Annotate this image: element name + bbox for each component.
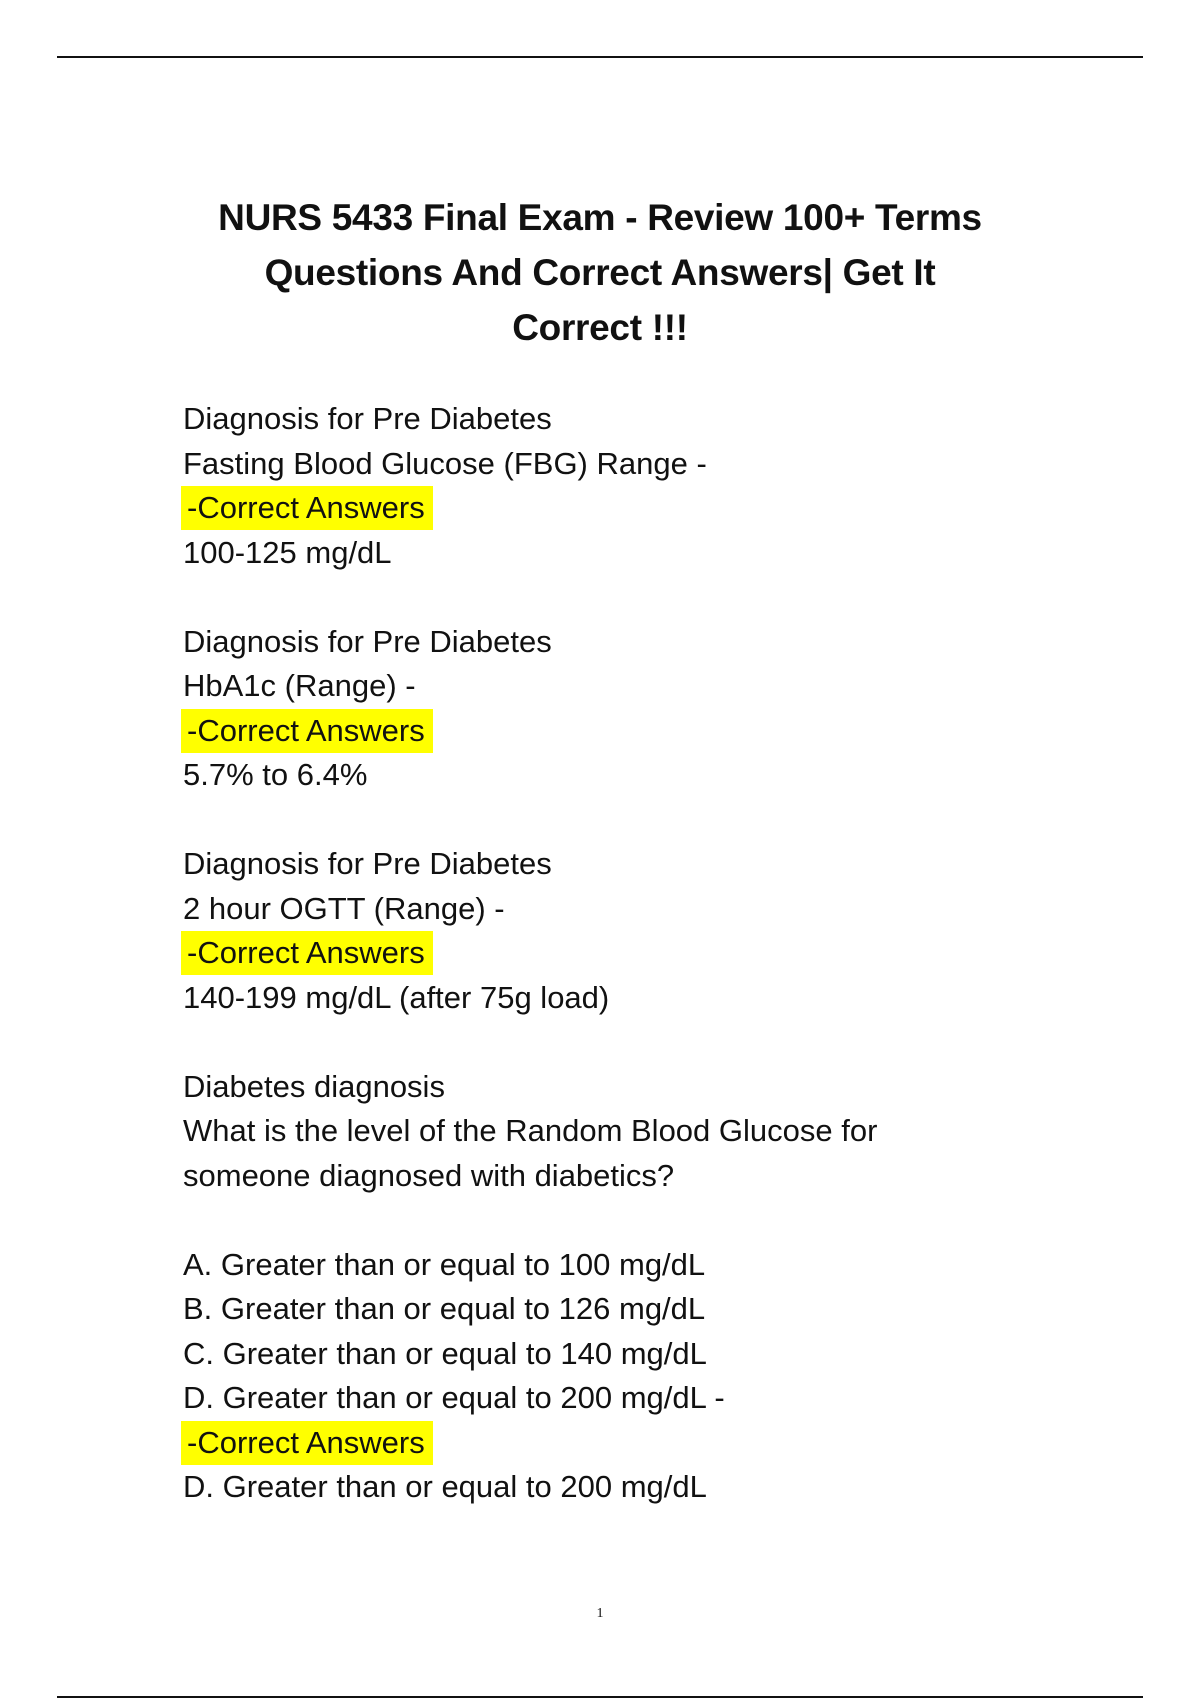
qa-entry-random-glucose: [183, 1065, 1083, 1510]
document-title: [100, 190, 1100, 355]
question-line: someone diagnosed with diabetics?: [183, 1157, 675, 1193]
title-line: NURS 5433 Final Exam - Review 100+ Terms: [218, 197, 982, 238]
question-line: 2 hour OGTT (Range) -: [183, 890, 505, 926]
question-line: Diagnosis for Pre Diabetes: [183, 623, 552, 659]
question-line: Diagnosis for Pre Diabetes: [183, 401, 552, 436]
correct-answer-marker: -Correct Answers: [181, 1421, 433, 1465]
correct-answer-marker: -Correct Answers: [181, 931, 433, 975]
qa-entry-fbg: [183, 397, 1083, 575]
page-number: 1: [596, 1606, 604, 1621]
option-line: B. Greater than or equal to 126 mg/dL: [183, 1291, 706, 1326]
option-line: D. Greater than or equal to 200 mg/dL -: [183, 1380, 725, 1415]
qa-content: [183, 397, 1083, 1510]
question-line: Diagnosis for Pre Diabetes: [183, 846, 552, 881]
correct-answer-marker: -Correct Answers: [181, 709, 433, 753]
answer-text: 140-199 mg/dL (after 75g load): [183, 979, 610, 1015]
correct-answer-marker: -Correct Answers: [181, 486, 433, 530]
question-line: Fasting Blood Glucose (FBG) Range -: [183, 445, 707, 481]
option-line: C. Greater than or equal to 140 mg/dL: [183, 1335, 707, 1371]
question-line: Diabetes diagnosis: [183, 1068, 445, 1104]
footer-rule: [57, 1696, 1143, 1698]
header-rule: [57, 56, 1143, 58]
question-line: HbA1c (Range) -: [183, 668, 416, 703]
question-line: What is the level of the Random Blood Glucose for: [183, 1113, 878, 1148]
option-line: A. Greater than or equal to 100 mg/dL: [183, 1246, 706, 1282]
qa-entry-hba1c: [183, 620, 1083, 798]
answer-text: D. Greater than or equal to 200 mg/dL: [183, 1469, 707, 1504]
title-line: Correct !!!: [512, 307, 688, 348]
answer-text: 100-125 mg/dL: [183, 534, 392, 570]
title-line: Questions And Correct Answers| Get It: [264, 252, 936, 293]
qa-entry-ogtt: [183, 842, 1083, 1020]
answer-text: 5.7% to 6.4%: [183, 757, 368, 792]
